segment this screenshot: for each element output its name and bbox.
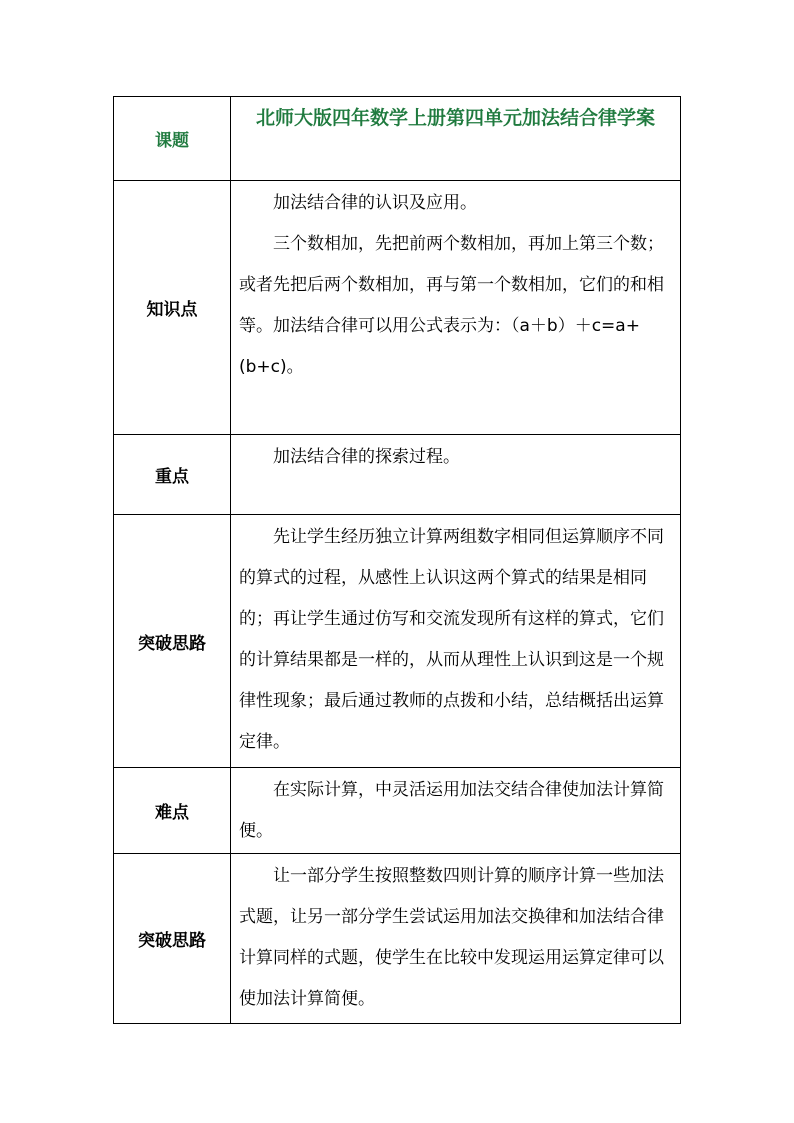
approach-paragraph: 先让学生经历独立计算两组数字相同但运算顺序不同的算式的过程，从感性上认识这两个算式的结果是相同的；再让学生通过仿写和交流发现所有这样的算式，它们的计算结果都是一样的，从而从理性上认识到这是一个规律性现象；最后通过教师的点拨和小结，总结概括出运算定律。 bbox=[239, 527, 664, 752]
knowledge-content bbox=[231, 181, 681, 435]
approach-row-1 bbox=[114, 515, 681, 768]
knowledge-label: 知识点 bbox=[114, 181, 231, 435]
key-point-content bbox=[231, 435, 681, 515]
approach-row-2 bbox=[114, 854, 681, 1024]
approach-content-2 bbox=[231, 854, 681, 1024]
key-point-label: 重点 bbox=[114, 435, 231, 515]
key-point-row bbox=[114, 435, 681, 515]
knowledge-paragraph: 三个数相加，先把前两个数相加，再加上第三个数；或者先把后两个数相加，再与第一个数相加，它们的和相等。加法结合律可以用公式表示为：（a＋b）＋c=a+(b+c)。 bbox=[239, 234, 664, 377]
approach-content-1 bbox=[231, 515, 681, 768]
difficulty-content bbox=[231, 768, 681, 854]
lesson-title: 北师大版四年数学上册第四单元加法结合律学案 bbox=[231, 97, 681, 181]
knowledge-row bbox=[114, 181, 681, 435]
title-row bbox=[114, 97, 681, 181]
approach-label-1: 突破思路 bbox=[114, 515, 231, 768]
approach-label-2: 突破思路 bbox=[114, 854, 231, 1024]
knowledge-paragraph: 加法结合律的认识及应用。 bbox=[273, 193, 477, 213]
difficulty-paragraph: 在实际计算，中灵活运用加法交结合律使加法计算简便。 bbox=[239, 780, 664, 841]
approach-paragraph: 让一部分学生按照整数四则计算的顺序计算一些加法式题，让另一部分学生尝试运用加法交换律和加法结合律计算同样的式题，使学生在比较中发现运用运算定律可以使加法计算简便。 bbox=[239, 866, 664, 1009]
title-label: 课题 bbox=[114, 97, 231, 181]
key-point-paragraph: 加法结合律的探索过程。 bbox=[273, 447, 460, 467]
lesson-plan-table bbox=[113, 96, 681, 1024]
difficulty-row bbox=[114, 768, 681, 854]
difficulty-label: 难点 bbox=[114, 768, 231, 854]
